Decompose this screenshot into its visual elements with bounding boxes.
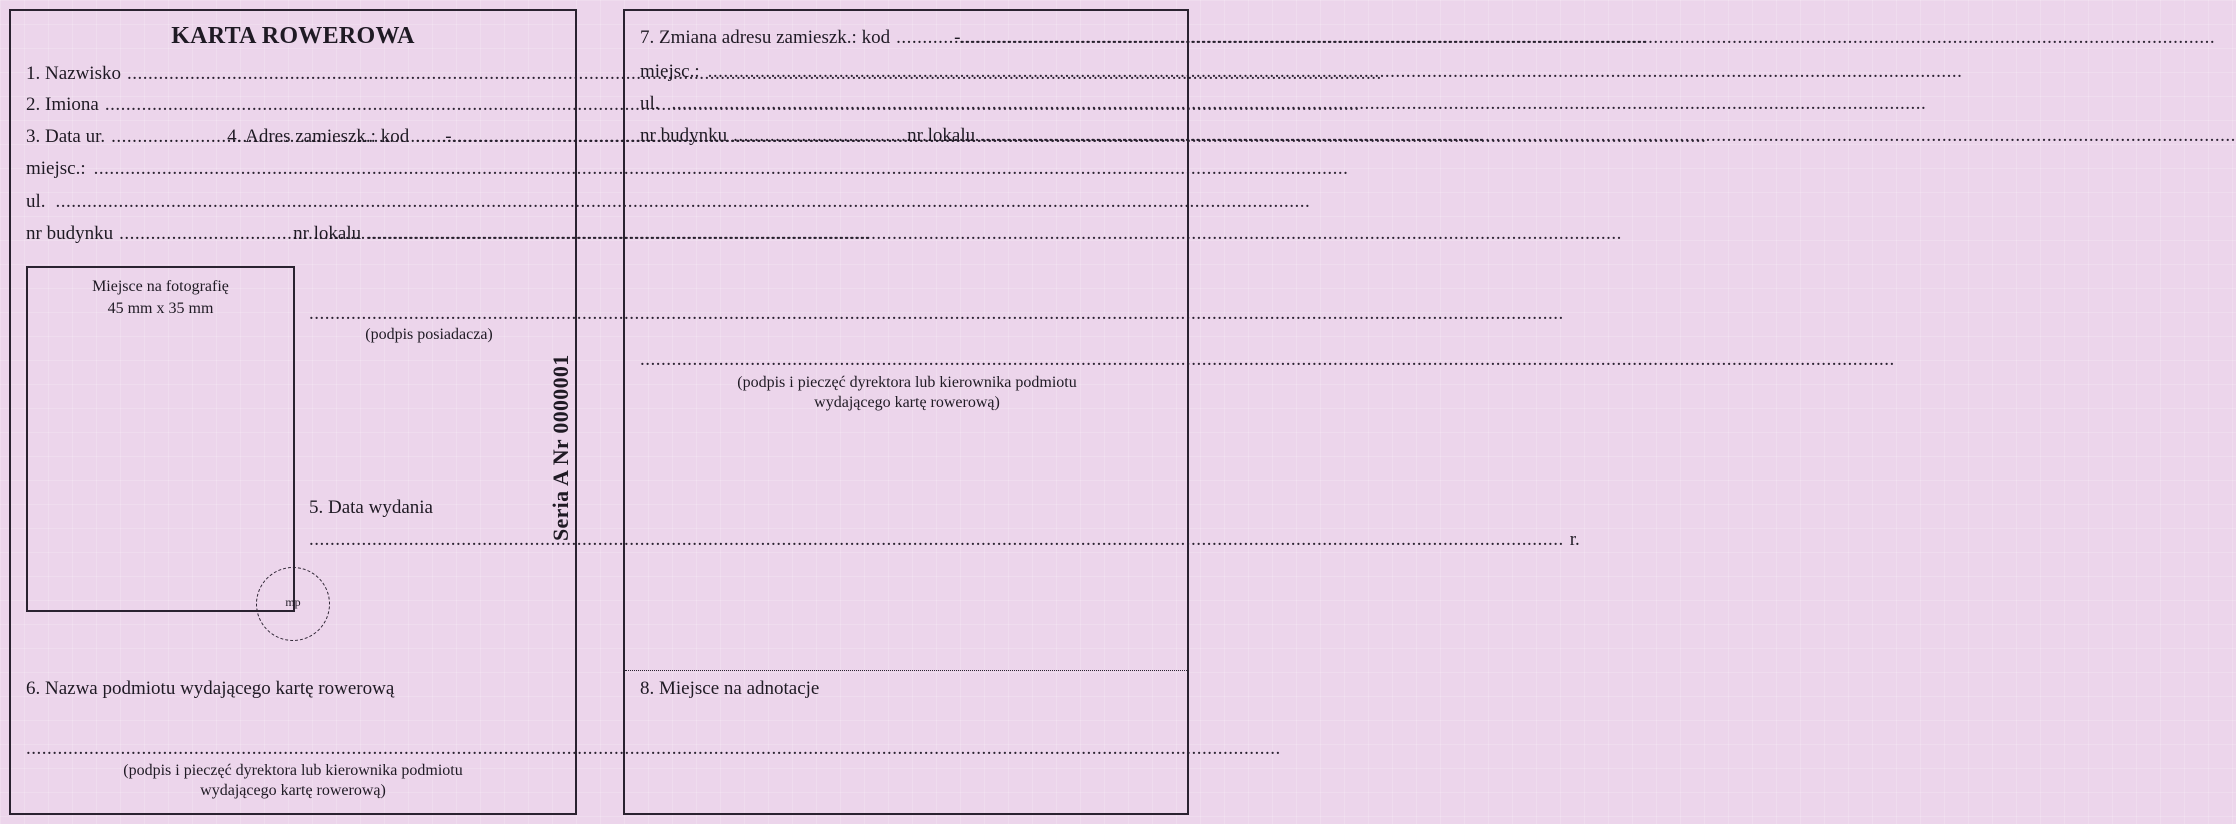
city-label: miejsc.: (26, 158, 86, 179)
new-flat-label: nr lokalu (907, 125, 976, 146)
annotations-label-row (640, 678, 1174, 700)
building-dotted-line[interactable] (119, 223, 287, 245)
stamp-label: mp (285, 595, 301, 609)
card-title: KARTA ROWEROWA (171, 23, 415, 49)
new-postal-code-separator: - (954, 27, 961, 48)
address-code-label: 4. Adres zamieszk.: kod (227, 126, 410, 147)
address-change-label: 7. Zmiana adresu zamieszk.: kod (640, 27, 891, 48)
address-change-row (640, 27, 1174, 49)
back-director-signature-line[interactable] (640, 349, 1174, 371)
issue-date-field[interactable] (309, 529, 1580, 551)
holder-signature-caption: (podpis posiadacza) (365, 326, 493, 343)
building-label: nr budynku (26, 223, 114, 244)
issue-date-label: 5. Data wydania (309, 497, 433, 518)
photo-placeholder[interactable] (26, 266, 295, 612)
postal-code-part1-dotted-line[interactable] (415, 126, 445, 148)
birth-date-dotted-line[interactable] (111, 126, 219, 148)
back-director-signature-caption (640, 373, 1174, 413)
birth-date-and-address-row (26, 126, 560, 148)
back-director-signature-dotted-line (640, 349, 1895, 371)
director-signature-line[interactable] (26, 738, 560, 760)
new-flat-dotted-line[interactable] (981, 125, 2236, 147)
annotations-label: 8. Miejsce na adnotacje (640, 678, 820, 699)
annotations-area[interactable] (640, 711, 1174, 807)
street-field[interactable] (26, 191, 560, 213)
surname-field[interactable] (26, 63, 560, 85)
new-city-dotted-line (708, 61, 1963, 83)
flat-label: nr lokalu (293, 223, 362, 244)
new-postal-code-part2-dotted-line[interactable] (960, 27, 2215, 49)
annotations-divider (625, 670, 1187, 671)
issue-date-suffix: r. (1569, 529, 1580, 550)
new-building-dotted-line[interactable] (733, 125, 901, 147)
new-city-label: miejsc.: (640, 61, 700, 82)
back-director-caption-line2: wydającego kartę rowerową) (814, 394, 1000, 411)
new-city-field[interactable] (640, 61, 1174, 83)
new-postal-code-part1-dotted-line[interactable] (896, 27, 954, 49)
street-label: ul. (26, 191, 46, 212)
card-back-page (623, 9, 1189, 815)
director-caption-line1: (podpis i pieczęć dyrektora lub kierownika podmiotu (123, 762, 463, 779)
first-names-label: 2. Imiona (26, 94, 99, 115)
surname-label: 1. Nazwisko (26, 63, 121, 84)
official-stamp-circle (256, 567, 330, 641)
first-names-field[interactable] (26, 94, 560, 116)
photo-caption: Miejsce na fotografię (92, 278, 229, 295)
postal-code-separator: - (445, 126, 452, 147)
new-street-dotted-line (672, 93, 1927, 115)
new-street-field[interactable] (640, 93, 1174, 115)
new-building-label: nr budynku (640, 125, 728, 146)
director-caption-line2: wydającego kartę rowerową) (200, 782, 386, 799)
birth-date-label: 3. Data ur. (26, 126, 106, 147)
issuer-name-label: 6. Nazwa podmiotu wydającego kartę rowerową (26, 678, 395, 699)
director-signature-caption (26, 761, 560, 801)
serial-number: Seria A Nr 0000001 (548, 354, 573, 541)
holder-signature-line[interactable] (309, 303, 549, 325)
new-street-label: ul. (640, 93, 660, 114)
building-flat-row (26, 223, 560, 245)
city-field[interactable] (26, 158, 560, 180)
issuer-name-label-row (26, 678, 560, 700)
back-director-caption-line1: (podpis i pieczęć dyrektora lub kierownika podmiotu (737, 374, 1077, 391)
new-building-flat-row (640, 125, 1174, 147)
photo-dimensions: 45 mm x 35 mm (107, 300, 214, 317)
issue-date-label-row (309, 497, 549, 519)
